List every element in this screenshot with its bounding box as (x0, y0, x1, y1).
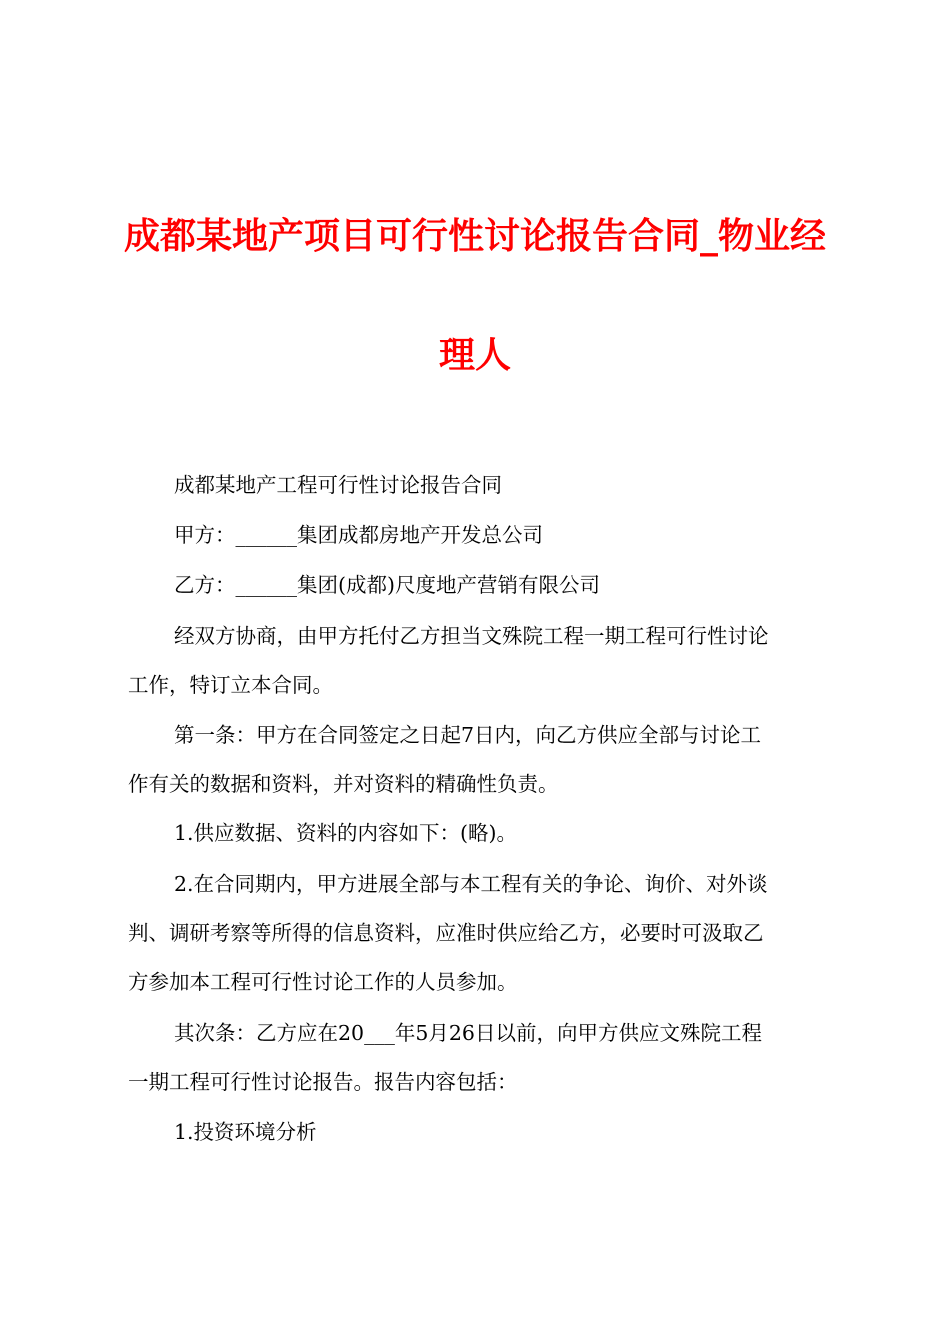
article-1-line-2: 作有关的数据和资料，并对资料的精确性负责。 (128, 772, 559, 796)
party-b-line: 乙方：______集团(成都)尺度地产营销有限公司 (174, 573, 600, 597)
party-a-line: 甲方：______集团成都房地产开发总公司 (174, 523, 543, 547)
document-title-line-1: 成都某地产项目可行性讨论报告合同_物业经 (123, 215, 826, 257)
article-1-item-2-line-1: 2.在合同期内，甲方进展全部与本工程有关的争论、询价、对外谈 (174, 872, 768, 896)
article-2-line-1: 其次条：乙方应在20___年5月26日以前，向甲方供应文殊院工程 (174, 1021, 762, 1045)
paragraph-intro-line-2: 工作，特订立本合同。 (128, 673, 333, 697)
article-1-item-1: 1.供应数据、资料的内容如下：(略)。 (174, 821, 518, 845)
article-1-item-2-line-3: 方参加本工程可行性讨论工作的人员参加。 (128, 970, 518, 994)
article-1-line-1: 第一条：甲方在合同签定之日起7日内，向乙方供应全部与讨论工 (174, 723, 762, 747)
article-2-item-1: 1.投资环境分析 (174, 1120, 317, 1144)
contract-heading: 成都某地产工程可行性讨论报告合同 (174, 473, 502, 497)
paragraph-intro-line-1: 经双方协商，由甲方托付乙方担当文殊院工程一期工程可行性讨论 (174, 624, 769, 648)
article-2-line-2: 一期工程可行性讨论报告。报告内容包括： (128, 1070, 518, 1094)
article-1-item-2-line-2: 判、调研考察等所得的信息资料，应准时供应给乙方，必要时可汲取乙 (128, 921, 764, 945)
document-title-line-2: 理人 (438, 334, 511, 376)
